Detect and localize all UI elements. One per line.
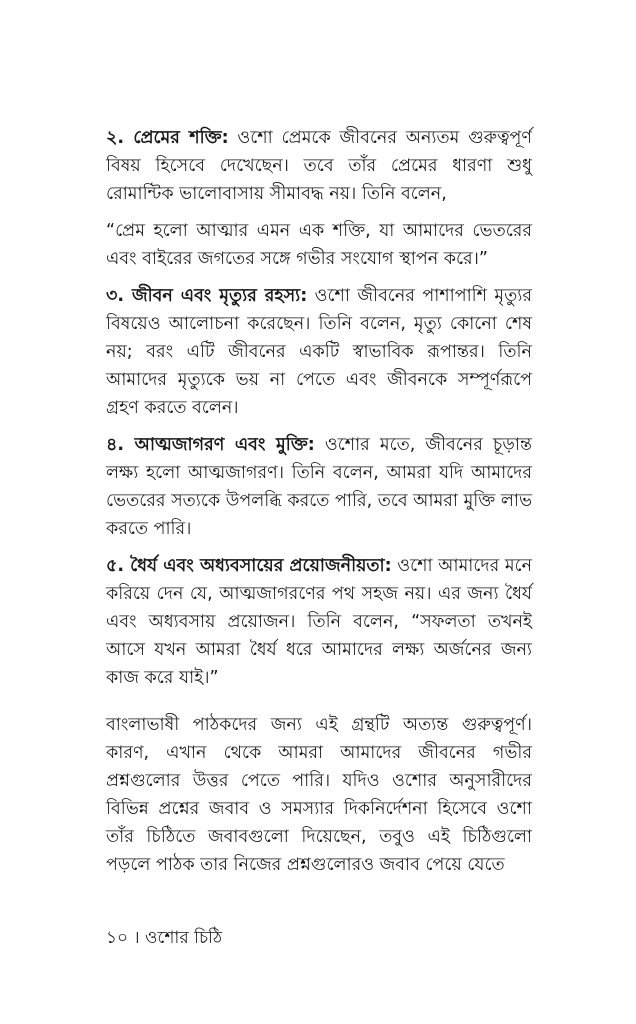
section-body: ওশো প্রেমকে জীবনের অন্যতম গুরুত্বপূর্ণ বিষয় হিসেবে দেখেছেন। তবে তাঁর প্রেমের ধারণা শুধু রোমান্টিক ভালোবাসায় সীমাবদ্ধ নয়। তিনি বলেন, [106,128,532,204]
section-body: ওশোর মতে, জীবনের চূড়ান্ত লক্ষ্য হলো আত্মজাগরণ। তিনি বলেন, আমরা যদি আমাদের ভেতরের সত্যকে উপলব্ধি করতে পারি, তবে আমরা মুক্তি লাভ করতে পারি। [106,435,533,539]
section-awakening [106,431,532,543]
section-heading: ৫. ধৈর্য এবং অধ্যবসায়ের প্রয়োজনীয়তা: [106,556,392,576]
page-number: ১০ [106,928,129,948]
section-patience [106,552,532,692]
page-footer [106,926,222,950]
section-heading: ২. প্রেমের শক্তি: [106,128,229,148]
section-heading: ৩. জীবন এবং মৃত্যুর রহস্য: [106,286,308,306]
closing-paragraph: বাংলাভাষী পাঠকদের জন্য এই গ্রন্থটি অত্যন্ত গুরুত্বপূর্ণ। কারণ, এখান থেকে আমরা আমাদের জীবনের গভীর প্রশ্নগুলোর উত্তর পেতে পারি। যদিও ওশোর অনুসারীদের বিভিন্ন প্রশ্নের জবাব ও সমস্যার দিকনির্দেশনা হিসেবে ওশো তাঁর চিঠিতে জবাবগুলো দিয়েছেন, তবুও এই চিঠিগুলো পড়লে পাঠক তার নিজের প্রশ্নগুলোরও জবাব পেয়ে যেতে [106,715,532,875]
section-love-power [106,124,532,208]
love-quote: “প্রেম হলো আত্মার এমন এক শক্তি, যা আমাদের ভেতরের এবং বাইরের জগতের সঙ্গে গভীর সংযোগ স্থাপন করে।” [106,221,532,269]
page-body [106,124,532,888]
paragraph-gap [106,701,532,711]
section-body: ওশো আমাদের মনে করিয়ে দেন যে, আত্মজাগরণের পথ সহজ নয়। এর জন্য ধৈর্য এবং অধ্যবসায় প্রয়োজন। তিনি বলেন, “সফলতা তখনই আসে যখন আমরা ধৈর্য ধরে আমাদের লক্ষ্য অর্জনের জন্য কাজ করে যাই।” [106,556,533,688]
section-heading: ৪. আত্মজাগরণ এবং মুক্তি: [106,435,315,455]
book-title: ওশোর চিঠি [145,928,223,948]
footer-separator: । [133,928,140,948]
section-life-death [106,282,532,422]
section-body: ওশো জীবনের পাশাপাশি মৃত্যুর বিষয়েও আলোচনা করেছেন। তিনি বলেন, মৃত্যু কোনো শেষ নয়; বরং এটি জীবনের একটি স্বাভাবিক রূপান্তর। তিনি আমাদের মৃত্যুকে ভয় না পেতে এবং জীবনকে সম্পূর্ণরূপে গ্রহণ করতে বলেন। [106,286,532,418]
